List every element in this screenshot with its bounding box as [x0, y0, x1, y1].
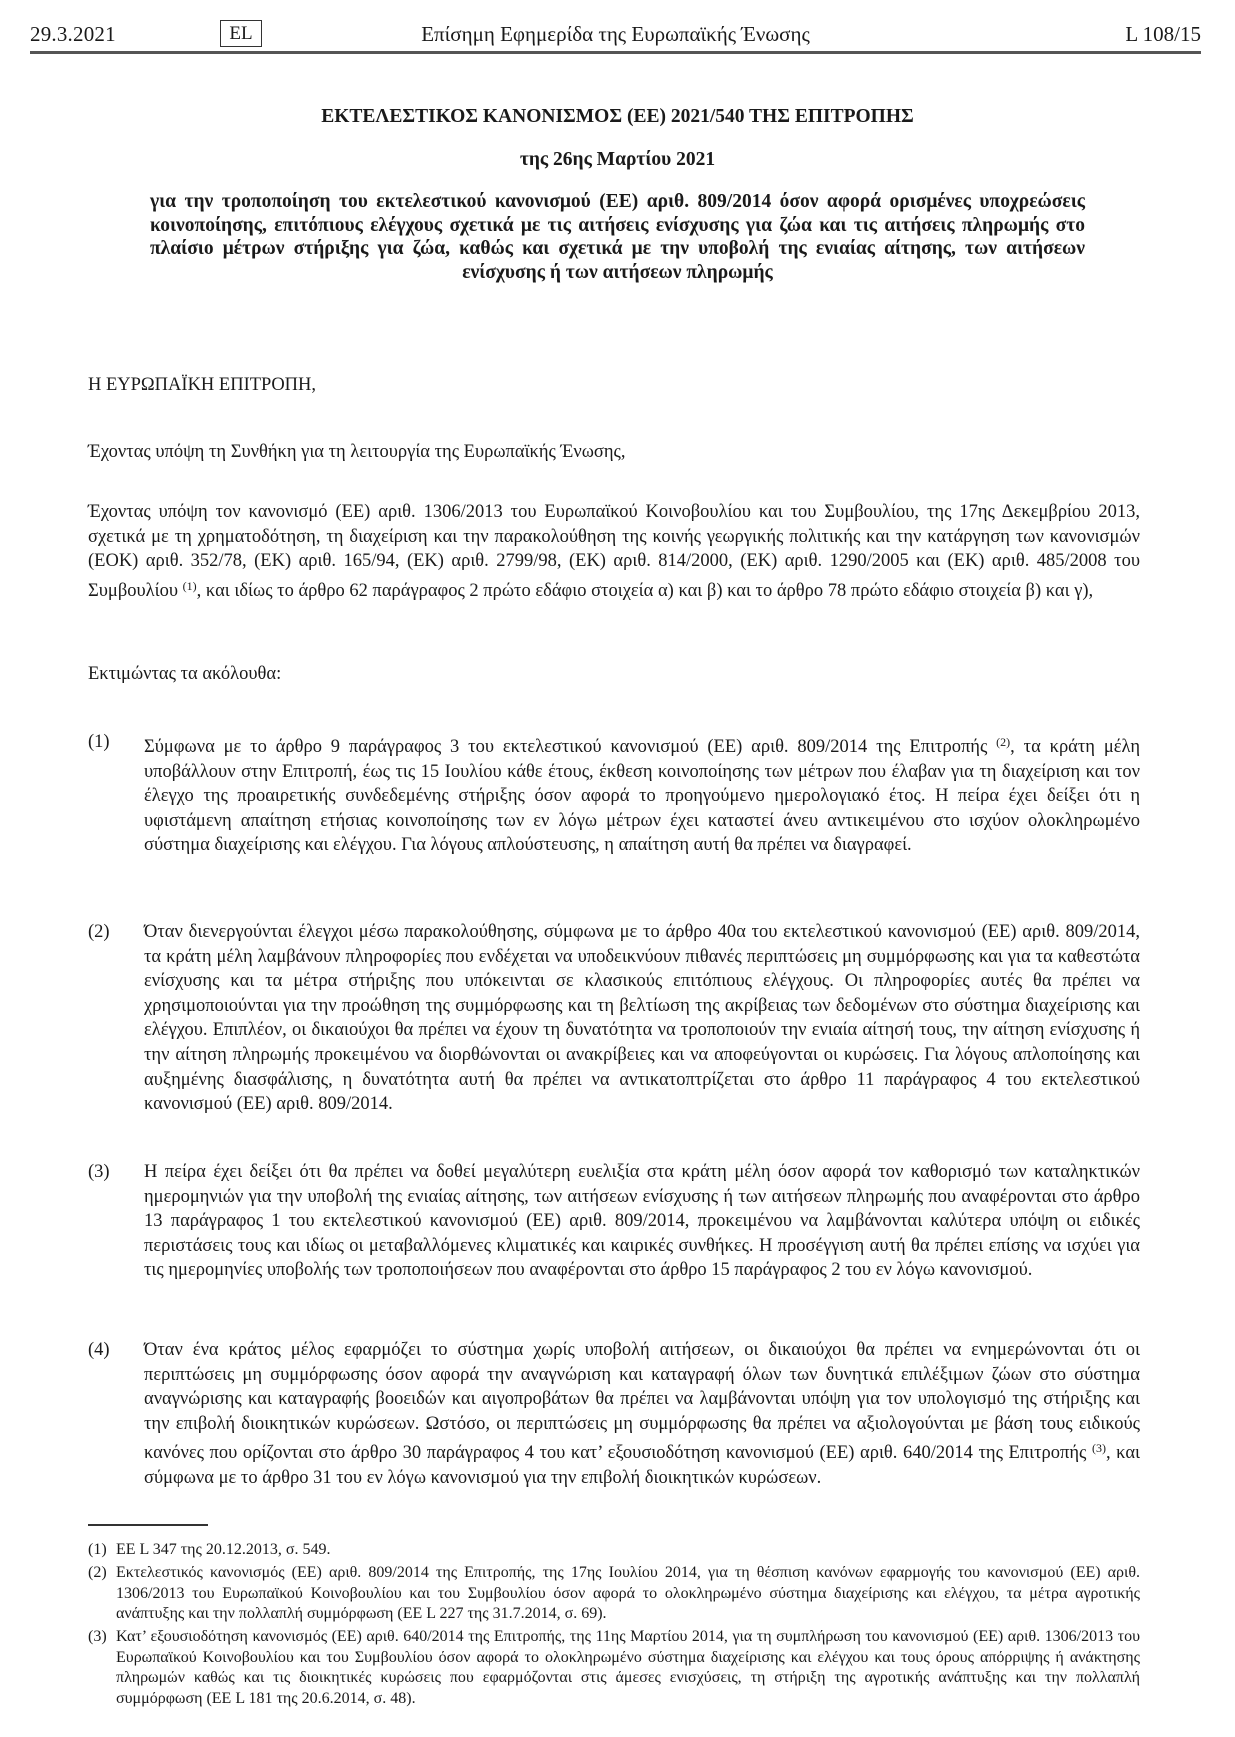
footnote-text: Εκτελεστικός κανονισμός (ΕΕ) αριθ. 809/2014 της Επιτροπής, της 17ης Ιουλίου 2014, για τη θέσπιση κανόνων εφαρμογής του κανονισμού (ΕΕ) αριθ. 1306/2013 του Ευρωπαϊκού Κοινοβουλίου και του Συμβουλίου όσον αφορά το ολοκληρωμένο σύστημα διαχείρισης και ελέγχου, τα μέτρα αγροτικής ανάπτυξης και την πολλαπλή συμμόρφωση (ΕΕ L 227 της 31.7.2014, σ. 69).	[116, 1564, 1140, 1623]
header-divider	[30, 51, 1201, 54]
recital-text: Σύμφωνα με το άρθρο 9 παράγραφος 3 του εκτελεστικού κανονισμού (ΕΕ) αριθ. 809/2014 της Επιτροπής $^{(2)}$, τα κράτη μέλη υποβάλλουν στην Επιτροπή, έως τις 15 Ιουλίου κάθε έτους, έκθεση κοινοποίησης των μέτρων που έλαβαν για τη διαχείριση και τον έλεγχο της προαιρετικής συνδεδεμένης στήριξης όσον αφορά το προηγούμενο ημερολογιακό έτος. Η πείρα έχει δείξει ότι η υφιστάμενη απαίτηση ετήσιας κοινοποίησης των εν λόγω μέτρων έχει καταστεί άνευ αντικειμένου στο ισχύον ολοκληρωμένο σύστημα διαχείρισης και ελέγχου. Για λόγους απλούστευσης, η απαίτηση αυτή θα πρέπει να διαγραφεί.	[144, 735, 1140, 856]
footnote-3	[88, 1627, 1140, 1710]
footnote-text: ΕΕ L 347 της 20.12.2013, σ. 549.	[116, 1541, 331, 1558]
author-line: Η ΕΥΡΩΠΑΪΚΗ ΕΠΙΤΡΟΠΗ,	[88, 375, 317, 395]
regulation-subject: για την τροποποίηση του εκτελεστικού κανονισμού (ΕΕ) αριθ. 809/2014 όσον αφορά ορισμένες υποχρεώσεις κοινοποίησης, επιτόπιους ελέγχους σχετικά με τις αιτήσεις ενίσχυσης για ζώα και τις αιτήσεις πληρωμής στο πλαίσιο μέτρων στήριξης για ζώα, καθώς και σχετικά με την υποβολή της ενιαίας αίτησης, των αιτήσεων ενίσχυσης ή των αιτήσεων πληρωμής	[150, 191, 1085, 283]
page-reference: L 108/15	[1125, 22, 1201, 46]
journal-title: Επίσημη Εφημερίδα της Ευρωπαϊκής Ένωσης	[421, 22, 810, 46]
recital-3	[88, 1160, 1140, 1283]
regulation-title: ΕΚΤΕΛΕΣΤΙΚΟΣ ΚΑΝΟΝΙΣΜΟΣ (ΕΕ) 2021/540 ΤΗΣ ΕΠΙΤΡΟΠΗΣ	[321, 106, 914, 127]
citation-regulation	[88, 500, 1140, 603]
recital-number: (1)	[88, 732, 110, 752]
footnote-text: Κατ’ εξουσιοδότηση κανονισμός (ΕΕ) αριθ. 640/2014 της Επιτροπής, της 11ης Μαρτίου 2014, για τη συμπλήρωση του κανονισμού (ΕΕ) αριθ. 1306/2013 του Ευρωπαϊκού Κοινοβουλίου και του Συμβουλίου όσον αφορά το ολοκληρωμένο σύστημα διαχείρισης και ελέγχου και τους όρους απόρριψης ή ανάκτησης πληρωμών καθώς και τις διοικητικές κυρώσεις που εφαρμόζονται στις άμεσες ενισχύσεις, τη στήριξη της αγροτικής ανάπτυξης και την πολλαπλή συμμόρφωση (ΕΕ L 181 της 20.6.2014, σ. 48).	[116, 1628, 1140, 1708]
recital-1	[88, 730, 1140, 858]
whereas-text: Εκτιμώντας τα ακόλουθα:	[88, 664, 282, 684]
citation-text: Έχοντας υπόψη τη Συνθήκη για τη λειτουργία της Ευρωπαϊκής Ένωσης,	[88, 442, 626, 462]
recital-2	[88, 920, 1140, 1117]
title-block	[150, 104, 1085, 284]
recital-number: (2)	[88, 922, 110, 942]
preamble-author	[88, 373, 1140, 398]
journal-header	[30, 18, 1201, 54]
footnote-number: (2)	[88, 1564, 107, 1581]
recital-number: (4)	[88, 1340, 110, 1360]
citation-treaty	[88, 440, 1140, 465]
recital-text: Όταν διενεργούνται έλεγχοι μέσω παρακολούθησης, σύμφωνα με το άρθρο 40α του εκτελεστικού κανονισμού (ΕΕ) αριθ. 809/2014, τα κράτη μέλη λαμβάνουν πληροφορίες που ενδέχεται να υποδεικνύουν πιθανές περιπτώσεις μη συμμόρφωσης και για τα καθεστώτα ενίσχυσης και τα μέτρα στήριξης που υπόκεινται σε κλασικούς επιτόπιους ελέγχους. Οι πληροφορίες αυτές θα πρέπει να χρησιμοποιούνται για την προώθηση της συμμόρφωσης και τη βελτίωση της ακρίβειας των δεδομένων στο σύστημα διαχείρισης και ελέγχου. Επιπλέον, οι δικαιούχοι θα πρέπει να έχουν τη δυνατότητα να τροποποιούν την ενιαία αίτησή τους, την αίτηση ενίσχυσης ή την αίτηση πληρωμής προκειμένου να διορθώνονται οι ανακρίβειες και να αποφεύγονται οι κυρώσεις. Για λόγους απλοποίησης και αυξημένης διασφάλισης, η δυνατότητα αυτή θα πρέπει να αντικατοπτρίζεται στο άρθρο 11 παράγραφος 4 του εκτελεστικού κανονισμού (ΕΕ) αριθ. 809/2014.	[144, 922, 1140, 1115]
footnote-number: (1)	[88, 1541, 107, 1558]
publication-date: 29.3.2021	[30, 22, 116, 46]
footnote-1	[88, 1540, 1140, 1561]
recital-4	[88, 1338, 1140, 1491]
recital-text: Η πείρα έχει δείξει ότι θα πρέπει να δοθεί μεγαλύτερη ευελιξία στα κράτη μέλη όσον αφορά τον καθορισμό των καταληκτικών ημερομηνιών για την υποβολή της ενιαίας αίτησης, των αιτήσεων ενίσχυσης ή των αιτήσεων πληρωμής που αναφέρονται στο άρθρο 13 παράγραφος 1 του εκτελεστικού κανονισμού (ΕΕ) αριθ. 809/2014, προκειμένου να λαμβάνονται καλύτερα υπόψη οι ειδικές περιστάσεις τους και ιδίως οι μεταβαλλόμενες κλιματικές και καιρικές συνθήκες. Η προσέγγιση αυτή θα πρέπει επίσης να ισχύει για τις ημερομηνίες υποβολής των τροποποιήσεων που αναφέρονται στο άρθρο 15 παράγραφος 2 του εν λόγω κανονισμού.	[144, 1162, 1140, 1281]
regulation-date: της 26ης Μαρτίου 2021	[519, 149, 716, 170]
language-badge: EL	[220, 20, 262, 47]
citation-text: Έχοντας υπόψη τον κανονισμό (ΕΕ) αριθ. 1306/2013 του Ευρωπαϊκού Κοινοβουλίου και του Συμβουλίου, της 17ης Δεκεμβρίου 2013, σχετικά με τη χρηματοδότηση, τη διαχείριση και την παρακολούθηση της κοινής γεωργικής πολιτικής και την κατάργηση των κανονισμών (ΕΟΚ) αριθ. 352/78, (ΕΚ) αριθ. 165/94, (ΕΚ) αριθ. 2799/98, (ΕΚ) αριθ. 814/2000, (ΕΚ) αριθ. 1290/2005 και (ΕΚ) αριθ. 485/2008 του Συμβουλίου $^{(1)}$, και ιδίως το άρθρο 62 παράγραφος 2 πρώτο εδάφιο στοιχεία α) και β) και το άρθρο 78 πρώτο εδάφιο στοιχεία β) και γ),	[88, 502, 1140, 601]
recital-number: (3)	[88, 1162, 110, 1182]
recital-text: Όταν ένα κράτος μέλος εφαρμόζει το σύστημα χωρίς υποβολή αιτήσεων, οι δικαιούχοι θα πρέπει να ενημερώνονται ότι οι περιπτώσεις μη συμμόρφωσης όσον αφορά την αναγνώριση και καταγραφή όλων των δυνητικά επιλέξιμων ζώων στο σύστημα αναγνώρισης και καταγραφής βοοειδών και αιγοπροβάτων θα πρέπει να λαμβάνονται υπόψη για τον υπολογισμό της στήριξης και την επιβολή διοικητικών κυρώσεων. Ωστόσο, οι περιπτώσεις μη συμμόρφωσης θα πρέπει να αξιολογούνται με βάση τους ειδικούς κανόνες που ορίζονται στο άρθρο 30 παράγραφος 4 του κατ’ εξουσιοδότηση κανονισμού (ΕΕ) αριθ. 640/2014 της Επιτροπής $^{(3)}$, και σύμφωνα με το άρθρο 31 του εν λόγω κανονισμού για την επιβολή διοικητικών κυρώσεων.	[144, 1340, 1140, 1488]
footnote-number: (3)	[88, 1628, 107, 1645]
footnote-divider	[88, 1524, 208, 1526]
whereas-intro	[88, 662, 1140, 687]
footnote-ref-1[interactable]: (1)	[182, 578, 197, 593]
footnote-ref-3[interactable]: (3)	[1091, 1441, 1106, 1456]
footnote-ref-2[interactable]: (2)	[996, 735, 1011, 749]
footnote-2	[88, 1563, 1140, 1625]
